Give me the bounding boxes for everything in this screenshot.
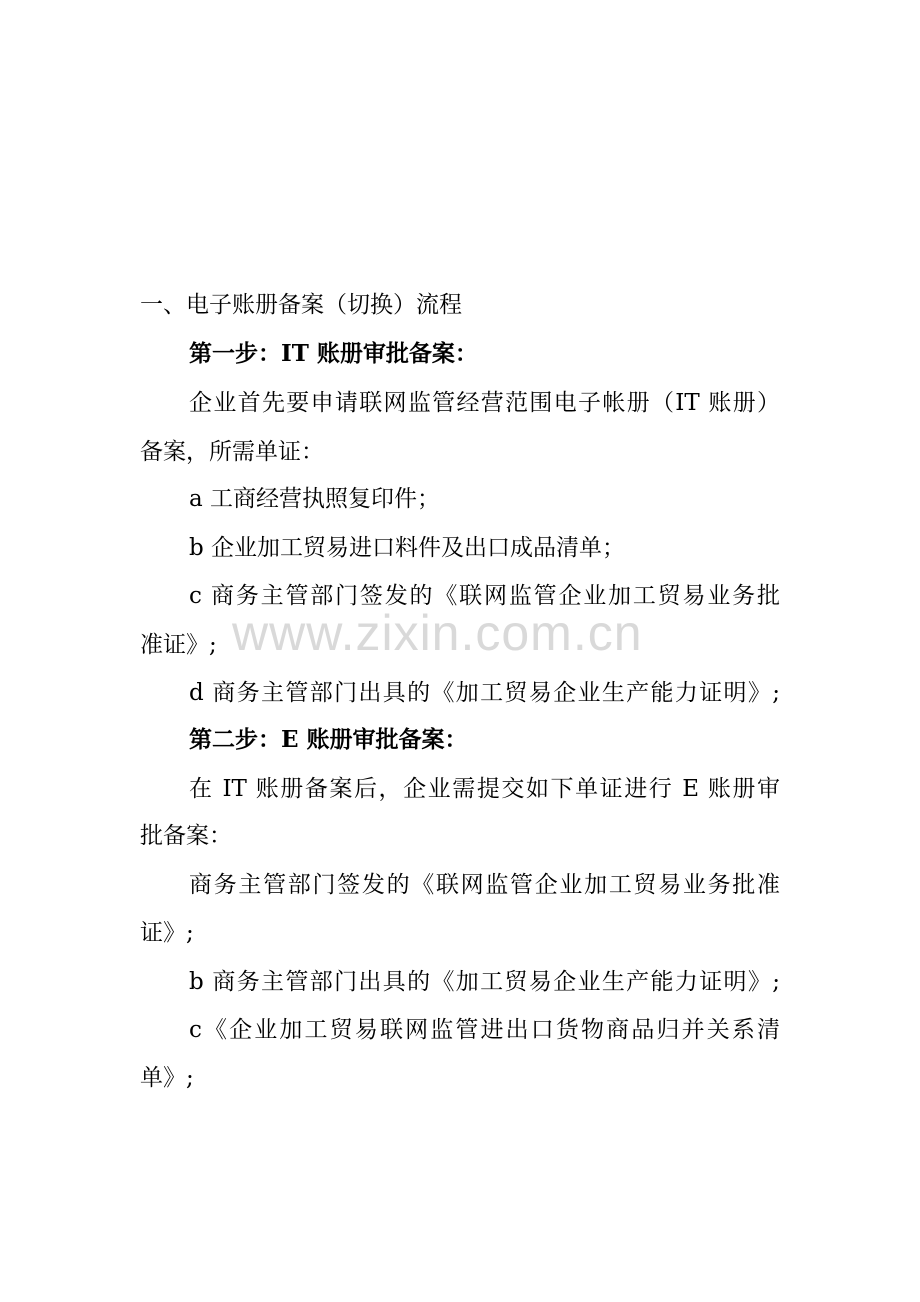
step1-title: 第一步：IT 账册审批备案： [189,340,478,367]
step1-item-c-cont: 准证》; [140,632,217,658]
step1-item-a: a 工商经营执照复印件； [189,486,441,512]
step2-item-1: 商务主管部门签发的《联网监管企业加工贸易业务批准 [189,872,780,898]
step1-intro-line2: 备案，所需单证： [140,439,324,465]
watermark: www.zixin.com.cn [232,605,643,661]
step2-item-b: b 商务主管部门出具的《加工贸易企业生产能力证明》; [189,969,780,995]
section-heading: 一、电子账册备案（切换）流程 [140,292,462,318]
step1-item-c: c 商务主管部门签发的《联网监管企业加工贸易业务批 [189,583,780,609]
step2-title: 第二步：E 账册审批备案： [189,726,468,753]
step2-item-c: c《企业加工贸易联网监管进出口货物商品归并关系清 [189,1017,780,1043]
step2-item-1-cont: 证》; [140,920,194,946]
step1-item-d: d 商务主管部门出具的《加工贸易企业生产能力证明》; [189,680,780,706]
step2-intro-line1: 在 IT 账册备案后，企业需提交如下单证进行 E 账册审 [189,776,780,802]
step2-item-c-cont: 单》; [140,1065,194,1091]
step2-intro-line2: 批备案： [140,823,232,849]
step1-intro-line1: 企业首先要申请联网监管经营范围电子帐册（IT 账册） [189,390,780,416]
step1-item-b: b 企业加工贸易进口料件及出口成品清单； [189,535,626,561]
